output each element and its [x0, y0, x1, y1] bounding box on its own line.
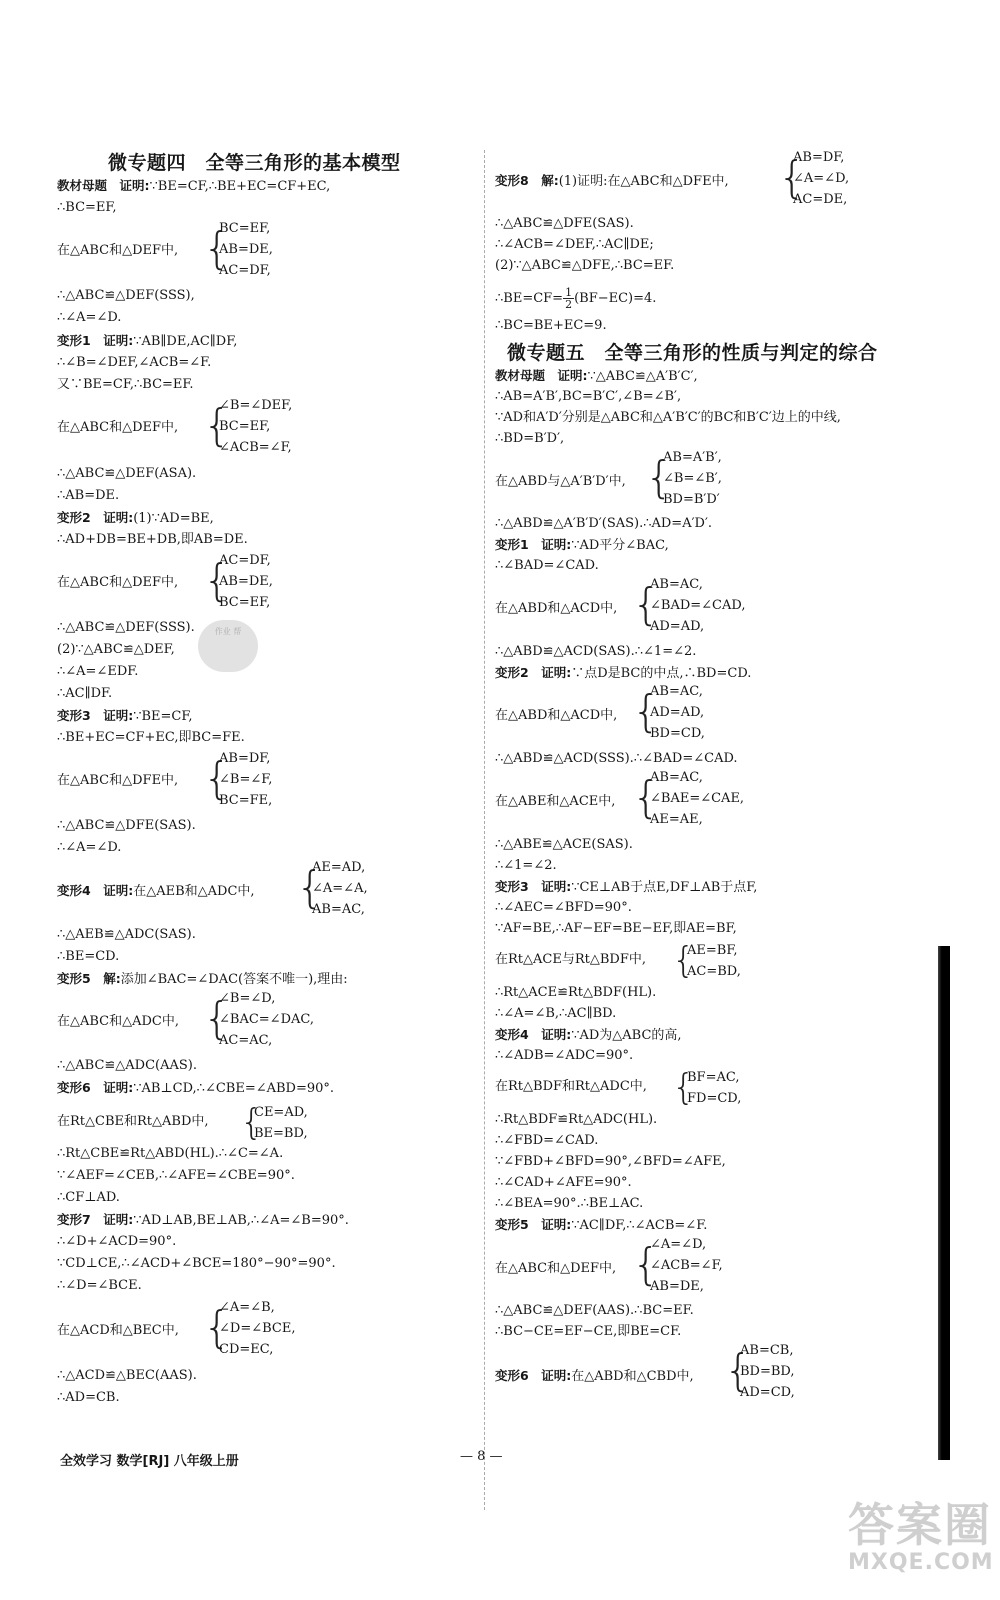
proof-line: ∴△AEB≌△ADC(SAS). — [57, 927, 196, 942]
watermark — [848, 1500, 994, 1576]
proof-line: 在△ABC和△DEF中, — [57, 575, 179, 590]
brace: { — [632, 1239, 660, 1290]
proof-line: ∴∠D=∠BCE. — [57, 1278, 142, 1293]
proof-line: (2)∵△ABC≌△DEF, — [57, 642, 175, 657]
proof-line: ∵AF=BE,∴AF−EF=BE−EF,即AE=BF, — [495, 921, 737, 936]
equation-system: AB=DF, ∠B=∠F, BC=FE, — [219, 751, 273, 808]
proof-line: ∴Rt△BDF≌Rt△ADC(HL). — [495, 1112, 658, 1127]
proof-line: ∴△ABC≌△DEF(AAS).∴BC=EF. — [495, 1303, 694, 1318]
proof-line: ∴AC∥DF. — [57, 686, 113, 701]
proof-line: ∴∠A=∠D. — [57, 310, 122, 325]
proof-line: 在△ABC和△DEF中, — [495, 1261, 617, 1276]
section-title-4: 微专题四 全等三角形的基本模型 — [108, 152, 401, 174]
proof-line: ∴∠BAD=∠CAD. — [495, 558, 599, 573]
equation-system: AB=AC, AD=AD, BD=CD, — [650, 684, 705, 741]
stamp-mark: 作业 帮 — [198, 620, 258, 672]
equation-system: AB=A′B′, ∠B=∠B′, BD=B′D′ — [663, 450, 722, 507]
brace: { — [632, 772, 660, 823]
proof-line: 变形3 证明:∵CE⊥AB于点E,DF⊥AB于点F, — [495, 879, 758, 895]
brace: { — [203, 555, 231, 606]
equation-system: BF=AC, FD=CD, — [687, 1070, 742, 1106]
proof-line: 变形2 证明:(1)∵AD=BE, — [57, 510, 214, 526]
proof-line: ∴∠BEA=90°.∴BE⊥AC. — [495, 1196, 644, 1211]
proof-line: ∴∠1=∠2. — [495, 858, 557, 873]
proof-line: 变形2 证明:∵点D是BC的中点,∴BD=CD. — [495, 665, 752, 681]
brace: { — [240, 1102, 263, 1143]
page-edge-shadow — [938, 946, 950, 1460]
equation-system: ∠A=∠D, ∠ACB=∠F, AB=DE, — [650, 1237, 723, 1294]
equation-system: AB=AC, ∠BAD=∠CAD, AD=AD, — [650, 577, 746, 634]
equation-system: AB=AC, ∠BAE=∠CAE, AE=AE, — [650, 770, 745, 827]
brace: { — [203, 400, 231, 451]
proof-line: ∴BC=BE+EC=9. — [495, 318, 607, 333]
proof-line: 在△ABC和△DFE中, — [57, 773, 179, 788]
proof-line: 变形4 证明:在△AEB和△ADC中, — [57, 883, 255, 899]
proof-line: (2)∵△ABC≌△DFE,∴BC=EF. — [495, 258, 675, 273]
equation-system: ∠A=∠B, ∠D=∠BCE, CD=EC, — [219, 1300, 296, 1357]
proof-line: ∴∠D+∠ACD=90°. — [57, 1234, 177, 1249]
proof-line: 在△ABC和△ADC中, — [57, 1014, 180, 1029]
brace: { — [203, 993, 231, 1044]
proof-line: 又∵BE=CF,∴BC=EF. — [57, 377, 194, 392]
brace: { — [203, 1302, 231, 1353]
watermark-logo: 答案圈 — [848, 1498, 992, 1552]
proof-line: ∵∠AEF=∠CEB,∴∠AFE=∠CBE=90°. — [57, 1168, 295, 1183]
page-number: — 8 — — [460, 1449, 503, 1464]
proof-line: 在△ABC和△DEF中, — [57, 243, 179, 258]
proof-line: 在△ABE和△ACE中, — [495, 794, 616, 809]
proof-line: ∴△ABC≌△DFE(SAS). — [57, 818, 196, 833]
column-divider — [484, 150, 485, 1510]
proof-line: ∴△ABE≌△ACE(SAS). — [495, 837, 633, 852]
proof-line: 在△ABC和△DEF中, — [57, 420, 179, 435]
proof-line: ∴BC=EF, — [57, 200, 117, 215]
proof-line: ∴AB=DE. — [57, 488, 120, 503]
equation-system: CE=AD, BE=BD, — [254, 1105, 308, 1141]
proof-line: ∴∠A=∠B,∴AC∥BD. — [495, 1006, 617, 1021]
proof-line: ∴△ABC≌△DFE(SAS). — [495, 216, 634, 231]
equation-system: AE=BF, AC=BD, — [687, 943, 741, 979]
proof-line: ∴∠A=∠EDF. — [57, 664, 139, 679]
brace: { — [203, 223, 231, 274]
brace: { — [632, 686, 660, 737]
proof-line: 在Rt△CBE和Rt△ABD中, — [57, 1114, 209, 1129]
proof-line: ∴BE=CF= $\frac{1}{2}$ (BF−EC)=4. — [495, 286, 657, 311]
brace: { — [778, 152, 806, 203]
proof-line: ∴∠B=∠DEF,∠ACB=∠F. — [57, 355, 212, 370]
proof-line: ∴△ABC≌△DEF(ASA). — [57, 466, 197, 481]
watermark-url: MXQE.COM — [848, 1550, 994, 1575]
fraction: $\frac{1}{2}$ — [565, 286, 573, 311]
proof-line: 变形1 证明:∵AD平分∠BAC, — [495, 537, 669, 553]
proof-line: ∴∠A=∠D. — [57, 840, 122, 855]
equation-system: AC=DF, AB=DE, BC=EF, — [219, 553, 273, 610]
proof-line: ∴∠CAD+∠AFE=90°. — [495, 1175, 632, 1190]
brace: { — [645, 452, 673, 503]
brace: { — [203, 753, 231, 804]
equation-system: ∠B=∠D, ∠BAC=∠DAC, AC=AC, — [219, 991, 314, 1048]
proof-line: ∴BE=CD. — [57, 949, 120, 964]
proof-line: ∴∠FBD=∠CAD. — [495, 1133, 599, 1148]
proof-line: 在Rt△ACE与Rt△BDF中, — [495, 952, 646, 967]
proof-line: ∵AD和A′D′分别是△ABC和△A′B′C′的BC和B′C′边上的中线, — [495, 410, 841, 425]
proof-line: 在△ABD和△ACD中, — [495, 601, 618, 616]
proof-line: 变形5 解:添加∠BAC=∠DAC(答案不唯一),理由: — [57, 971, 348, 987]
brace: { — [296, 862, 324, 913]
proof-line: ∴∠ACB=∠DEF,∴AC∥DE; — [495, 237, 654, 252]
proof-line: 变形5 证明:∵AC∥DF,∴∠ACB=∠F. — [495, 1217, 708, 1233]
equation-system: BC=EF, AB=DE, AC=DF, — [219, 221, 273, 278]
brace: { — [724, 1345, 752, 1396]
equation-system: AB=DF, ∠A=∠D, AC=DE, — [793, 150, 850, 207]
proof-line: ∴CF⊥AD. — [57, 1190, 120, 1205]
proof-line: 教材母题 证明:∵△ABC≌△A′B′C′, — [495, 368, 698, 384]
equation-system: ∠B=∠DEF, BC=EF, ∠ACB=∠F, — [219, 398, 293, 455]
proof-line: ∴△ABC≌△DEF(SSS). — [57, 620, 195, 635]
proof-line: ∴Rt△CBE≌Rt△ABD(HL).∴∠C=∠A. — [57, 1146, 284, 1161]
proof-line: ∴BE+EC=CF+EC,即BC=FE. — [57, 730, 245, 745]
proof-line: 变形4 证明:∵AD为△ABC的高, — [495, 1027, 682, 1043]
proof-line: 变形8 解:(1)证明:在△ABC和△DFE中, — [495, 173, 729, 189]
proof-line: ∴△ABD≌△ACD(SAS).∴∠1=∠2. — [495, 644, 697, 659]
proof-line: 在△ACD和△BEC中, — [57, 1323, 179, 1338]
book-footer: 全效学习 数学[RJ] 八年级上册 — [60, 1454, 239, 1469]
proof-line: ∵∠FBD+∠BFD=90°,∠BFD=∠AFE, — [495, 1154, 726, 1169]
proof-line: 变形6 证明:∵AB⊥CD,∴∠CBE=∠ABD=90°. — [57, 1080, 335, 1096]
proof-line: ∴Rt△ACE≌Rt△BDF(HL). — [495, 985, 657, 1000]
proof-line: 变形6 证明:在△ABD和△CBD中, — [495, 1368, 694, 1384]
brace: { — [632, 579, 660, 630]
proof-line: ∴△ABC≌△DEF(SSS), — [57, 288, 195, 303]
proof-line: ∴BD=B′D′, — [495, 431, 565, 446]
proof-line: ∵CD⊥CE,∴∠ACD+∠BCE=180°−90°=90°. — [57, 1256, 336, 1271]
equation-system: AE=AD, ∠A=∠A, AB=AC, — [312, 860, 368, 917]
proof-line: ∴AB=A′B′,BC=B′C′,∠B=∠B′, — [495, 389, 682, 404]
brace: { — [672, 940, 695, 981]
proof-line: ∴∠ADB=∠ADC=90°. — [495, 1048, 634, 1063]
proof-line: 在Rt△BDF和Rt△ADC中, — [495, 1079, 647, 1094]
proof-line: ∴△ABD≌△ACD(SSS).∴∠BAD=∠CAD. — [495, 751, 738, 766]
brace: { — [672, 1067, 695, 1108]
proof-line: 在△ABD与△A′B′D′中, — [495, 474, 626, 489]
section-title-5: 微专题五 全等三角形的性质与判定的综合 — [507, 342, 878, 364]
proof-line: ∴AD+DB=BE+DB,即AB=DE. — [57, 532, 248, 547]
equation-system: AB=CB, BD=BD, AD=CD, — [740, 1343, 795, 1400]
proof-line: ∴AD=CB. — [57, 1390, 120, 1405]
proof-line: ∴△ACD≌△BEC(AAS). — [57, 1368, 197, 1383]
proof-line: ∴△ABD≌△A′B′D′(SAS).∴AD=A′D′. — [495, 516, 713, 531]
proof-line: 变形7 证明:∵AD⊥AB,BE⊥AB,∴∠A=∠B=90°. — [57, 1212, 349, 1228]
proof-line: 变形3 证明:∵BE=CF, — [57, 708, 193, 724]
proof-line: ∴BC−CE=EF−CE,即BE=CF. — [495, 1324, 682, 1339]
proof-line: 在△ABD和△ACD中, — [495, 708, 618, 723]
proof-line: ∴△ABC≌△ADC(AAS). — [57, 1058, 198, 1073]
proof-line: ∴∠AEC=∠BFD=90°. — [495, 900, 632, 915]
proof-line: 教材母题 证明:∵BE=CF,∴BE+EC=CF+EC, — [57, 178, 331, 194]
proof-line: 变形1 证明:∵AB∥DE,AC∥DF, — [57, 333, 238, 349]
